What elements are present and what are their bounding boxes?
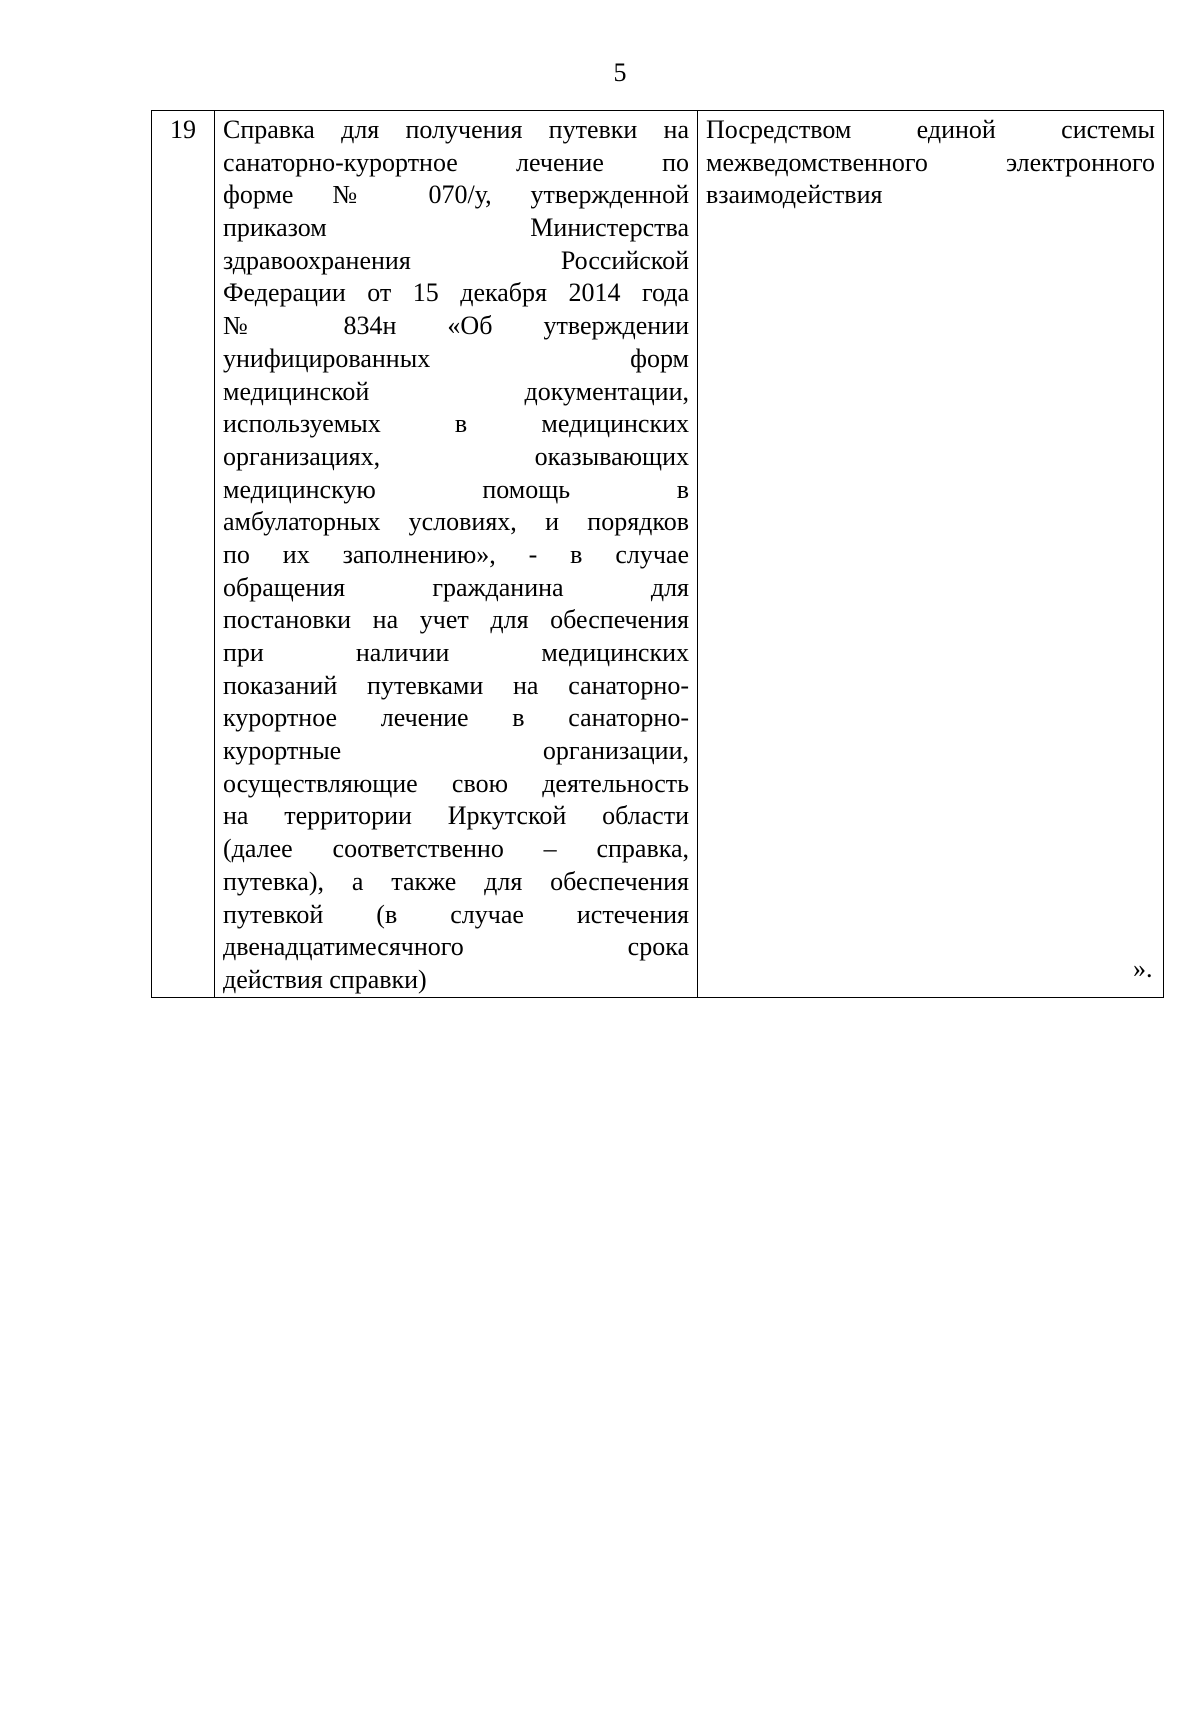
document-line: на территории Иркутской области bbox=[223, 801, 689, 831]
page-number: 5 bbox=[613, 58, 627, 87]
document-line: приказом Министерства bbox=[223, 213, 689, 243]
document-line: путевка), а также для обеспечения bbox=[223, 866, 689, 896]
document-line: (далее соответственно – справка, bbox=[223, 834, 689, 864]
document-table bbox=[151, 110, 1164, 998]
document-line: при наличии медицинских bbox=[223, 638, 689, 667]
document-line: организациях, оказывающих bbox=[223, 441, 689, 471]
document-line: амбулаторных условиях, и порядков bbox=[223, 507, 689, 537]
document-line: унифицированных форм bbox=[223, 343, 689, 373]
document-line: показаний путевками на санаторно- bbox=[223, 670, 689, 700]
document-line: Справка для получения путевки на bbox=[223, 115, 689, 144]
document-line: курортные организации, bbox=[223, 736, 689, 766]
document-line: медицинскую помощь в bbox=[223, 474, 689, 504]
document-line: форме № 070/у, утвержденной bbox=[223, 180, 689, 210]
method-line: межведомственного электронного bbox=[706, 147, 1155, 177]
document-line: курортное лечение в санаторно- bbox=[223, 703, 689, 733]
document-line: осуществляющие свою деятельность bbox=[223, 768, 689, 798]
table-row bbox=[152, 111, 1164, 998]
document-line: по их заполнению», - в случае bbox=[223, 539, 689, 569]
method-line: Посредством единой системы bbox=[706, 115, 1155, 144]
document-line: № 834н «Об утверждении bbox=[223, 311, 689, 341]
document-description-cell bbox=[215, 111, 698, 998]
document-line: путевкой (в случае истечения bbox=[223, 899, 689, 929]
document-line: медицинской документации, bbox=[223, 376, 689, 406]
document-line: постановки на учет для обеспечения bbox=[223, 605, 689, 635]
document-line: действия справки) bbox=[223, 964, 427, 994]
document-line: двенадцатимесячного срока bbox=[223, 932, 689, 962]
row-index-cell bbox=[152, 111, 215, 998]
closing-quote: ». bbox=[1133, 954, 1153, 983]
document-line: санаторно-курортное лечение по bbox=[223, 147, 689, 177]
method-line: взаимодействия bbox=[706, 180, 883, 210]
method-cell bbox=[698, 111, 1164, 998]
document-line: используемых в медицинских bbox=[223, 409, 689, 439]
document-line: Федерации от 15 декабря 2014 года bbox=[223, 278, 689, 308]
document-line: обращения гражданина для bbox=[223, 572, 689, 602]
document-line: здравоохранения Российской bbox=[223, 245, 689, 275]
row-index: 19 bbox=[170, 115, 196, 144]
